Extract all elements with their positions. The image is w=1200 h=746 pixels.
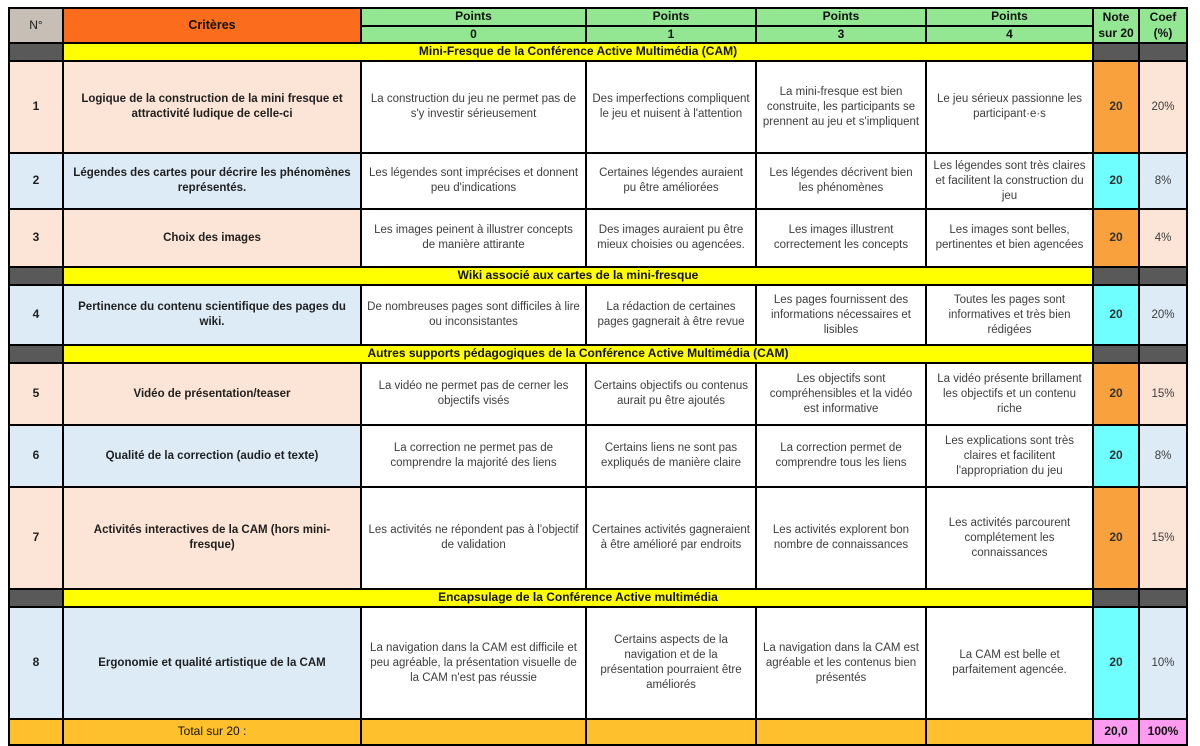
section-note-spacer (1093, 43, 1139, 61)
criterion-label: Qualité de la correction (audio et texte) (63, 425, 361, 487)
coef-cell: 15% (1139, 363, 1187, 425)
points-3-cell: Les images illustrent correctement les concepts (756, 209, 926, 267)
row-number: 5 (9, 363, 63, 425)
points-0-cell: De nombreuses pages sont difficiles à lire ou inconsistantes (361, 285, 586, 345)
header-points-0: Points (361, 8, 586, 26)
header-note-sur-20: Note sur 20 (1093, 8, 1139, 43)
row-number: 4 (9, 285, 63, 345)
section-row (9, 267, 1187, 285)
points-3-cell: Les activités explorent bon nombre de connaissances (756, 487, 926, 589)
points-1-cell: Certains objectifs ou contenus aurait pu être ajoutés (586, 363, 756, 425)
points-4-cell: La CAM est belle et parfaitement agencée. (926, 607, 1093, 719)
section-note-spacer (1093, 345, 1139, 363)
points-1-cell: Des imperfections compliquent le jeu et nuisent à l'attention (586, 61, 756, 153)
points-1-cell: Certaines activités gagneraient à être amélioré par endroits (586, 487, 756, 589)
section-num-spacer (9, 43, 63, 61)
section-title: Mini-Fresque de la Conférence Active Multimédia (CAM) (63, 43, 1093, 61)
rubric-sheet (8, 7, 1188, 746)
note-cell: 20 (1093, 285, 1139, 345)
coef-cell: 8% (1139, 425, 1187, 487)
coef-cell: 20% (1139, 285, 1187, 345)
section-coef-spacer (1139, 267, 1187, 285)
points-4-cell: Toutes les pages sont informatives et très bien rédigées (926, 285, 1093, 345)
total-coef-value: 100% (1139, 719, 1187, 745)
points-0-cell: Les activités ne répondent pas à l'objectif de validation (361, 487, 586, 589)
criterion-row (9, 425, 1187, 487)
criterion-label: Pertinence du contenu scientifique des pages du wiki. (63, 285, 361, 345)
total-points-3-spacer (756, 719, 926, 745)
note-cell: 20 (1093, 607, 1139, 719)
header-num: N° (9, 8, 63, 43)
points-4-cell: La vidéo présente brillament les objectifs et un contenu riche (926, 363, 1093, 425)
section-num-spacer (9, 267, 63, 285)
points-3-cell: La navigation dans la CAM est agréable et les contenus bien présentés (756, 607, 926, 719)
total-points-1-spacer (586, 719, 756, 745)
criterion-row (9, 285, 1187, 345)
note-cell: 20 (1093, 209, 1139, 267)
points-3-cell: Les pages fournissent des informations nécessaires et lisibles (756, 285, 926, 345)
points-3-cell: Les légendes décrivent bien les phénomènes (756, 153, 926, 209)
criterion-row (9, 487, 1187, 589)
coef-cell: 8% (1139, 153, 1187, 209)
note-cell: 20 (1093, 425, 1139, 487)
points-4-cell: Les images sont belles, pertinentes et bien agencées (926, 209, 1093, 267)
points-0-cell: Les légendes sont imprécises et donnent peu d'indications (361, 153, 586, 209)
total-points-0-spacer (361, 719, 586, 745)
points-3-cell: Les objectifs sont compréhensibles et la vidéo est informative (756, 363, 926, 425)
total-note-value: 20,0 (1093, 719, 1139, 745)
criterion-label: Choix des images (63, 209, 361, 267)
header-points-4: Points (926, 8, 1093, 26)
criterion-label: Légendes des cartes pour décrire les phénomènes représentés. (63, 153, 361, 209)
points-1-cell: Certains aspects de la navigation et de la présentation pourraient être améliorés (586, 607, 756, 719)
points-1-cell: Certains liens ne sont pas expliqués de manière claire (586, 425, 756, 487)
section-row (9, 589, 1187, 607)
coef-cell: 20% (1139, 61, 1187, 153)
section-note-spacer (1093, 589, 1139, 607)
section-row (9, 43, 1187, 61)
points-3-cell: La mini-fresque est bien construite, les participants se prennent au jeu et s'impliquent (756, 61, 926, 153)
section-coef-spacer (1139, 43, 1187, 61)
header-criteres: Critères (63, 8, 361, 43)
section-title: Wiki associé aux cartes de la mini-fresque (63, 267, 1093, 285)
coef-cell: 10% (1139, 607, 1187, 719)
header-points-1: Points (586, 8, 756, 26)
points-1-cell: La rédaction de certaines pages gagnerait à être revue (586, 285, 756, 345)
criterion-label: Activités interactives de la CAM (hors mini-fresque) (63, 487, 361, 589)
criterion-label: Ergonomie et qualité artistique de la CAM (63, 607, 361, 719)
total-points-4-spacer (926, 719, 1093, 745)
section-num-spacer (9, 345, 63, 363)
rubric-body (9, 8, 1187, 745)
rubric-table (8, 7, 1188, 746)
section-note-spacer (1093, 267, 1139, 285)
criterion-row (9, 209, 1187, 267)
total-num-spacer (9, 719, 63, 745)
row-number: 1 (9, 61, 63, 153)
points-4-cell: Les légendes sont très claires et facilitent la construction du jeu (926, 153, 1093, 209)
points-0-cell: La navigation dans la CAM est difficile et peu agréable, la présentation visuelle de la CAM n'est pas réussie (361, 607, 586, 719)
section-num-spacer (9, 589, 63, 607)
criterion-label: Vidéo de présentation/teaser (63, 363, 361, 425)
points-0-cell: Les images peinent à illustrer concepts de manière attirante (361, 209, 586, 267)
criterion-row (9, 61, 1187, 153)
points-1-cell: Certaines légendes auraient pu être améliorées (586, 153, 756, 209)
note-cell: 20 (1093, 61, 1139, 153)
header-point-value-0: 0 (361, 26, 586, 44)
section-title: Encapsulage de la Conférence Active multimédia (63, 589, 1093, 607)
coef-cell: 4% (1139, 209, 1187, 267)
criterion-row (9, 153, 1187, 209)
total-label: Total sur 20 : (63, 719, 361, 745)
points-4-cell: Les explications sont très claires et facilitent l'appropriation du jeu (926, 425, 1093, 487)
points-4-cell: Les activités parcourent complétement les connaissances (926, 487, 1093, 589)
note-cell: 20 (1093, 153, 1139, 209)
header-point-value-1: 1 (586, 26, 756, 44)
section-row (9, 345, 1187, 363)
points-0-cell: La construction du jeu ne permet pas de s'y investir sérieusement (361, 61, 586, 153)
points-0-cell: La correction ne permet pas de comprendre la majorité des liens (361, 425, 586, 487)
note-cell: 20 (1093, 363, 1139, 425)
row-number: 8 (9, 607, 63, 719)
header-row-points-label (9, 8, 1187, 26)
header-point-value-3: 3 (756, 26, 926, 44)
row-number: 6 (9, 425, 63, 487)
section-coef-spacer (1139, 589, 1187, 607)
section-coef-spacer (1139, 345, 1187, 363)
note-cell: 20 (1093, 487, 1139, 589)
criterion-row (9, 363, 1187, 425)
points-1-cell: Des images auraient pu être mieux choisies ou agencées. (586, 209, 756, 267)
criterion-row (9, 607, 1187, 719)
row-number: 3 (9, 209, 63, 267)
points-3-cell: La correction permet de comprendre tous les liens (756, 425, 926, 487)
section-title: Autres supports pédagogiques de la Conférence Active Multimédia (CAM) (63, 345, 1093, 363)
row-number: 7 (9, 487, 63, 589)
header-point-value-4: 4 (926, 26, 1093, 44)
points-4-cell: Le jeu sérieux passionne les participant·e·s (926, 61, 1093, 153)
criterion-label: Logique de la construction de la mini fresque et attractivité ludique de celle-ci (63, 61, 361, 153)
points-0-cell: La vidéo ne permet pas de cerner les objectifs visés (361, 363, 586, 425)
header-coef: Coef (%) (1139, 8, 1187, 43)
row-number: 2 (9, 153, 63, 209)
header-points-3: Points (756, 8, 926, 26)
coef-cell: 15% (1139, 487, 1187, 589)
total-row (9, 719, 1187, 745)
